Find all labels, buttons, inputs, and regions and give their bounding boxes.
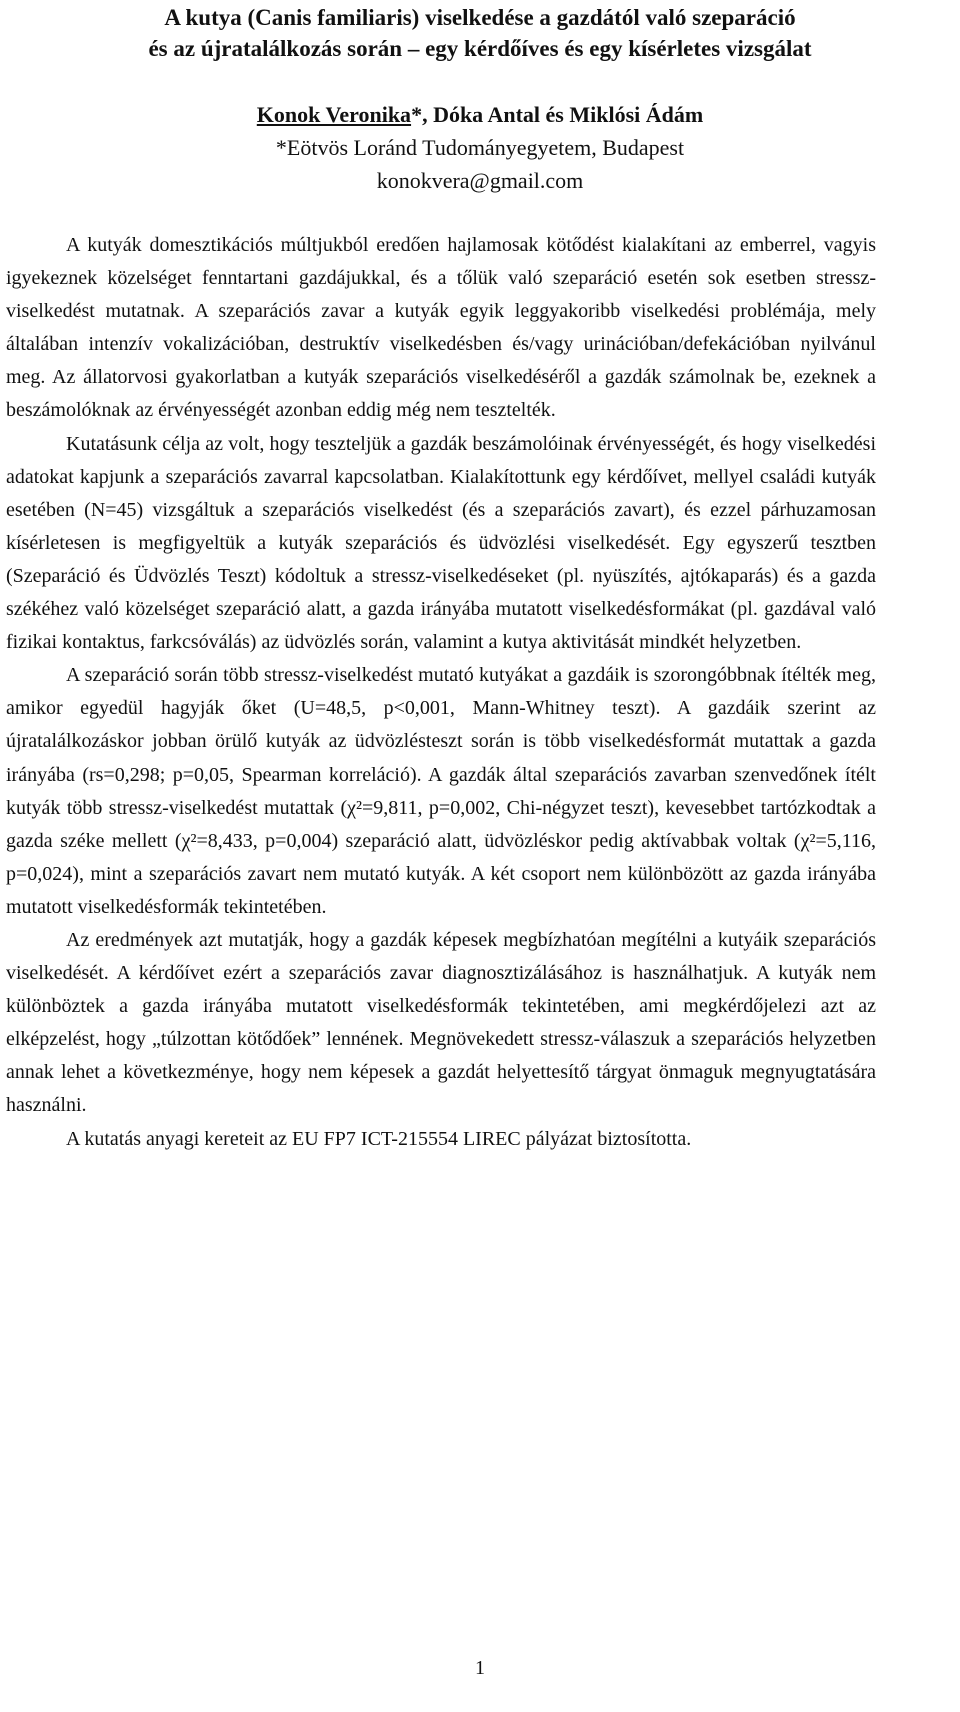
author-names <box>0 98 960 131</box>
author-block <box>0 98 960 197</box>
abstract-body <box>6 229 876 1156</box>
page-number: 1 <box>475 1657 485 1679</box>
lead-author: Konok Veronika <box>256 102 412 127</box>
affiliation: *Eötvös Loránd Tudományegyetem, Budapest <box>275 135 685 160</box>
co-authors: *, Dóka Antal és Miklósi Ádám <box>411 102 704 127</box>
paper-title <box>0 2 960 64</box>
paragraph-5: A kutatás anyagi kereteit az EU FP7 ICT-215554 LIREC pályázat biztosította. <box>66 1127 692 1150</box>
paragraph-4: Az eredmények azt mutatják, hogy a gazdák képesek megbízhatóan megítélni a kutyáik szeparációs viselkedését. A kérdőívet ezért a szeparációs zavar diagnosztizálásához is használhatjuk. A kutyák nem különböztek a gazda irányába mutatott viselkedésformák tekintetében, ami megkérdőjelezi azt az elképzelést, hogy „túlzottan kötődőek” lennének. Megnövekedett stressz-válaszuk a szeparációs helyzetben annak lehet a következménye, hogy nem képesek a gazdát helyettesítő tárgyat önmaguk megnyugtatására használni. <box>6 928 876 1117</box>
paragraph-2: Kutatásunk célja az volt, hogy teszteljük a gazdák beszámolóinak érvényességét, és hogy viselkedési adatokat kapjunk a szeparációs zavarral kapcsolatban. Kialakítottunk egy kérdőívet, mellyel családi kutyák esetében (N=45) vizsgáltuk a szeparációs viselkedést (és a szeparációs zavart), és ezzel párhuzamosan kísérletesen is megfigyeltük a kutyák szeparációs és üdvözlési viselkedését. Egy egyszerű tesztben (Szeparáció és Üdvözlés Teszt) kódoltuk a stressz-viselkedéseket (pl. nyüszítés, ajtókaparás) és a gazda székéhez való közelséget szeparáció alatt, a gazda irányába mutatott viselkedésformákat (pl. gazdával való fizikai kontaktus, farkcsóválás) az üdvözlés során, valamint a kutya aktivitását mindkét helyzetben. <box>6 432 876 654</box>
author-email: konokvera@gmail.com <box>376 168 584 193</box>
title-line-1: A kutya (Canis familiaris) viselkedése a gazdától való szeparáció <box>164 5 796 30</box>
paragraph-3: A szeparáció során több stressz-viselkedést mutató kutyákat a gazdáik is szorongóbbnak ítélték meg, amikor egyedül hagyják őket (U=48,5, p<0,001, Mann-Whitney teszt). A gazdáik szerint az újratalálkozáskor jobban örülő kutyák az üdvözlésteszt során is több viselkedésformát mutattak a gazda irányába (rs=0,298; p=0,05, Spearman korreláció). A gazdák által szeparációs zavarban szenvedőnek ítélt kutyák több stressz-viselkedést mutattak (χ²=9,811, p=0,002, Chi-négyzet teszt), kevesebbet tartózkodtak a gazda széke mellett (χ²=8,433, p=0,004) szeparáció alatt, üdvözléskor pedig aktívabbak voltak (χ²=5,116, p=0,024), mint a szeparációs zavart nem mutató kutyák. A két csoport nem különbözött az gazda irányába mutatott viselkedésformák tekintetében. <box>6 664 876 918</box>
paragraph-1: A kutyák domesztikációs múltjukból eredően hajlamosak kötődést kialakítani az emberrel, vagyis igyekeznek közelséget fenntartani gazdájukkal, és a tőlük való szeparáció esetén sok esetben stressz-viselkedést mutatnak. A szeparációs zavar a kutyák egyik leggyakoribb viselkedési problémája, mely általában intenzív vokalizációban, destruktív viselkedésben és/vagy urinációban/defekációban nyilvánul meg. Az állatorvosi gyakorlatban a kutyák szeparációs viselkedéséről a gazdák számolnak be, ezeknek a beszámolóknak az érvényességét azonban eddig még nem tesztelték. <box>6 234 876 422</box>
title-line-2: és az újratalálkozás során – egy kérdőíves és egy kísérletes vizsgálat <box>148 36 812 61</box>
